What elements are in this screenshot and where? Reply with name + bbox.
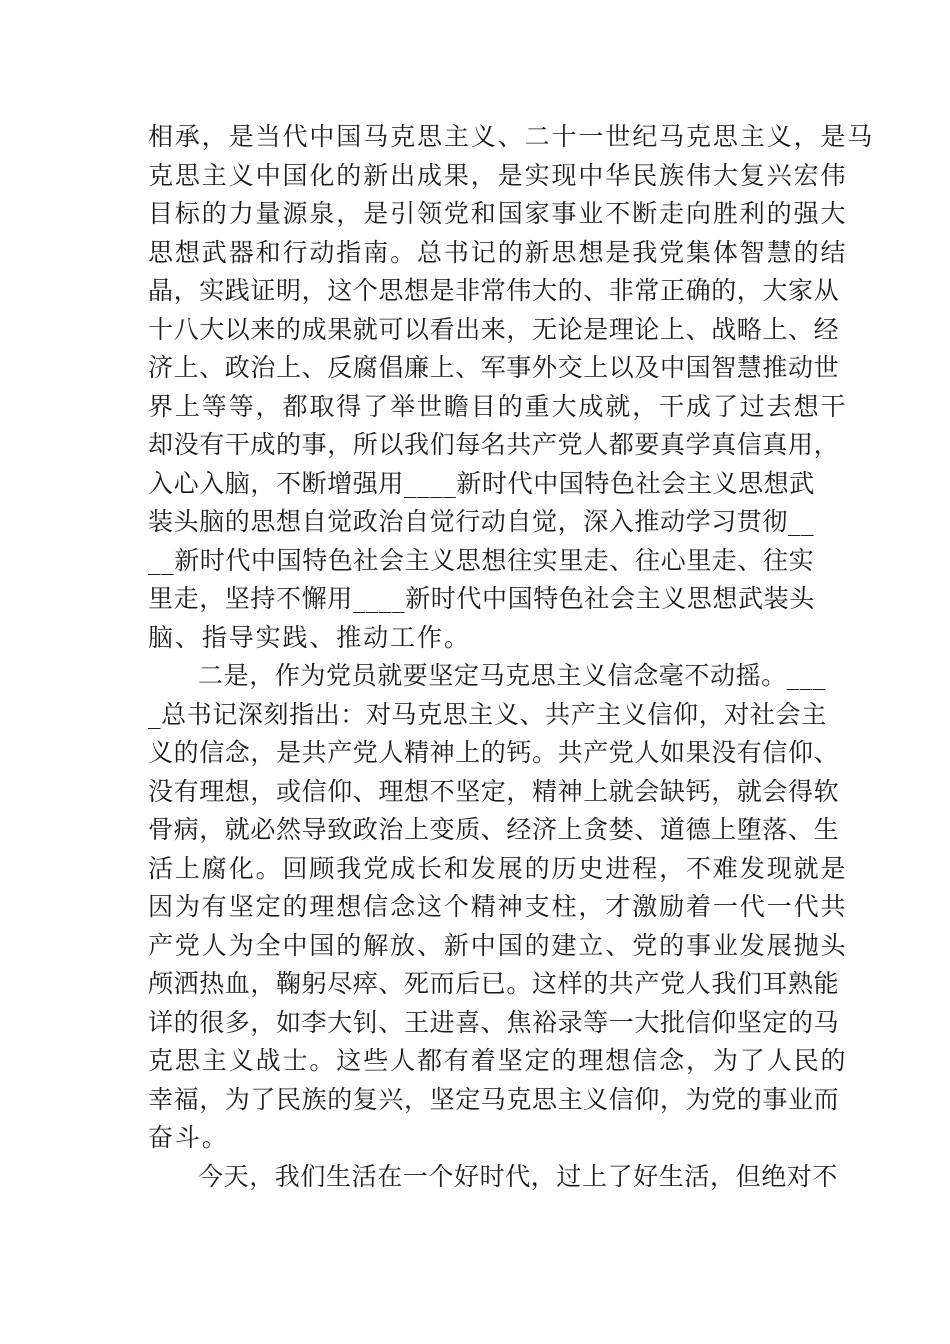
- paragraph-first-line: 今天，我们生活在一个好时代，过上了好生活，但绝对不: [198, 1161, 839, 1191]
- text-line: 因为有坚定的理想信念这个精神支柱，才激励着一代一代共: [148, 892, 848, 921]
- text-line: 思想武器和行动指南。总书记的新思想是我党集体智慧的结: [148, 237, 848, 267]
- paragraph-first-line: 二是，作为党员就要坚定马克思主义信念毫不动摇。___: [198, 661, 827, 690]
- text-line: 义的信念，是共产党人精神上的钙。共产党人如果没有信仰、: [148, 738, 840, 767]
- text-line: 目标的力量源泉，是引领党和国家事业不断走向胜利的强大: [148, 199, 848, 228]
- document-body: [148, 118, 875, 1196]
- text-line: 里走，坚持不懈用____新时代中国特色社会主义思想武装头: [148, 584, 815, 613]
- text-line: 装头脑的思想自觉政治自觉行动自觉，深入推动学习贯彻__: [148, 507, 815, 536]
- text-line: 骨病，就必然导致政治上变质、经济上贪婪、道德上堕落、生: [148, 815, 840, 844]
- text-line: 相承，是当代中国马克思主义、二十一世纪马克思主义，是马: [148, 122, 875, 151]
- text-line: 没有理想，或信仰、理想不坚定，精神上就会缺钙，就会得软: [148, 776, 840, 806]
- text-line: 幸福，为了民族的复兴，坚定马克思主义信仰，为党的事业而: [148, 1084, 840, 1114]
- text-line: 入心入脑，不断增强用____新时代中国特色社会主义思想武: [148, 468, 815, 498]
- text-line: __新时代中国特色社会主义思想往实里走、往心里走、往实: [148, 545, 815, 575]
- text-line: 产党人为全中国的解放、新中国的建立、党的事业发展抛头: [148, 930, 848, 960]
- text-line: 活上腐化。回顾我党成长和发展的历史进程，不难发现就是: [148, 853, 848, 883]
- text-line: 十八大以来的成果就可以看出来，无论是理论上、战略上、经: [148, 314, 840, 344]
- text-line: _总书记深刻指出：对马克思主义、共产主义信仰，对社会主: [148, 699, 827, 729]
- text-line: 克思主义战士。这些人都有着坚定的理想信念，为了人民的: [148, 1046, 848, 1075]
- text-line: 界上等等，都取得了举世瞻目的重大成就，干成了过去想干: [148, 391, 848, 421]
- text-line: 济上、政治上、反腐倡廉上、军事外交上以及中国智慧推动世: [148, 353, 840, 382]
- text-line: 颅洒热血，鞠躬尽瘁、死而后已。这样的共产党人我们耳熟能: [148, 969, 840, 998]
- text-line: 奋斗。: [148, 1123, 229, 1152]
- text-line: 脑、指导实践、推动工作。: [148, 622, 471, 652]
- text-line: 详的很多，如李大钊、王进喜、焦裕录等一大批信仰坚定的马: [148, 1007, 840, 1037]
- text-line: 克思主义中国化的新出成果，是实现中华民族伟大复兴宏伟: [148, 160, 848, 190]
- text-line: 却没有干成的事，所以我们每名共产党人都要真学真信真用，: [148, 430, 840, 459]
- text-line: 晶，实践证明，这个思想是非常伟大的、非常正确的，大家从: [148, 276, 840, 305]
